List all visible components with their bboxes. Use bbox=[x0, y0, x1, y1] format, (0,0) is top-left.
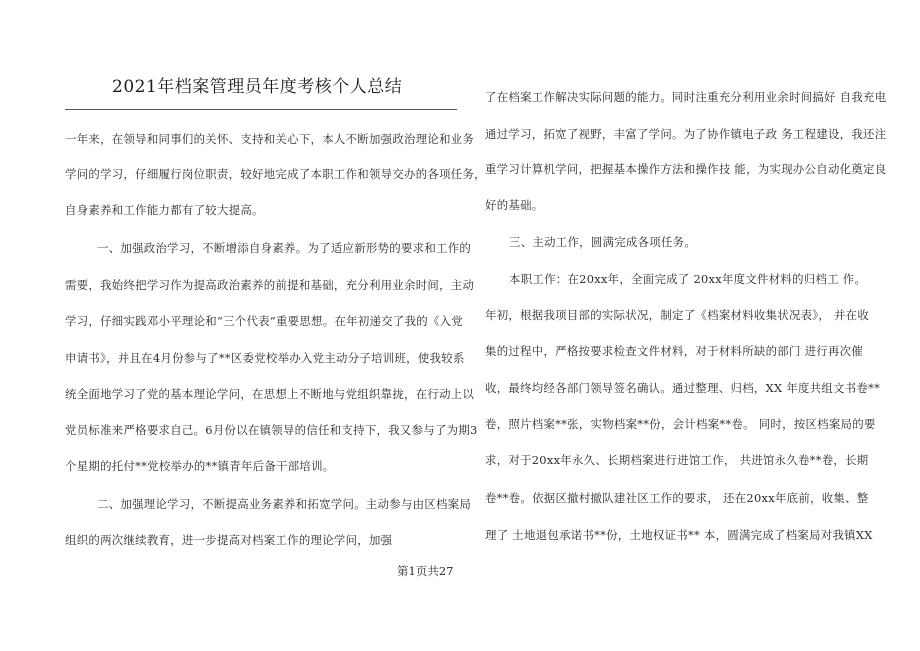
text-line: 学问的学习，仔细履行岗位职责，较好地完成了本职工作和领导交办的各项任务， bbox=[65, 167, 486, 181]
text-line: 学习，仔细实践邓小平理论和“三个代表”重要思想。在年初递交了我的《入党 bbox=[65, 314, 464, 328]
text-line: 党员标准来严格要求自己。6月份以在镇领导的信任和支持下，我又参与了为期3 bbox=[65, 423, 478, 437]
text-line: 个星期的托付**党校举办的**镇青年后备干部培训。 bbox=[65, 459, 335, 473]
text-line: 通过学习，拓宽了视野，丰富了学问。为了协作镇电子政 务工程建设，我还注 bbox=[485, 127, 887, 141]
text-line: 本职工作：在20xx年，全面完成了 20xx年度文件材料的归档工 作。 bbox=[509, 272, 867, 286]
text-line: 需要，我始终把学习作为提高政治素养的前提和基础，充分利用业余时间，主动 bbox=[65, 278, 475, 292]
text-line: 二、加强理论学习，不断提高业务素养和拓宽学问。主动参与由区档案局 bbox=[97, 497, 472, 511]
text-line: 年初，根据我项目部的实际状况，制定了《档案材料收集状况表》， 并在收 bbox=[485, 308, 870, 322]
text-line: 好的基础。 bbox=[485, 198, 544, 212]
text-line: 统全面地学习了党的基本理论学问，在思想上不断地与党组织靠拢，在行动上以 bbox=[65, 387, 475, 401]
text-line: 卷，照片档案**张，实物档案**份，会计档案**卷。 同时，按区档案局的要 bbox=[485, 417, 876, 431]
text-line: 自身素养和工作能力都有了较大提高。 bbox=[65, 203, 264, 217]
text-line: 了在档案工作解决实际问题的能力。同时注重充分利用业余时间搞好 自我充电 bbox=[485, 90, 887, 104]
text-line: 申请书》，并且在4月份参与了**区委党校举办入党主动分子培训班，使我较系 bbox=[65, 351, 465, 365]
text-line: 组织的两次继续教育，进一步提高对档案工作的理论学问，加强 bbox=[65, 533, 393, 547]
text-line: 卷**卷。依据区撤村撤队建社区工作的要求， 还在20xx年底前，收集、整 bbox=[485, 491, 869, 505]
text-line: 收，最终均经各部门领导签名确认。通过整理、归档，XX 年度共组文书卷** bbox=[485, 381, 881, 395]
text-line: 集的过程中，严格按要求检查文件材料，对于材料所缺的部门 进行再次催 bbox=[485, 344, 864, 358]
text-line: 一、加强政治学习，不断增添自身素养。为了适应新形势的要求和工作的 bbox=[97, 241, 472, 255]
page-title: 2021年档案管理员年度考核个人总结 bbox=[112, 77, 403, 97]
text-line: 一年来，在领导和同事们的关怀、支持和关心下，本人不断加强政治理论和业务 bbox=[65, 132, 475, 146]
text-line: 求，对于20xx年永久、长期档案进行进馆工作， 共进馆永久卷**卷，长期 bbox=[485, 453, 869, 467]
page-footer: 第1页共27 bbox=[397, 564, 454, 578]
text-line: 三、主动工作，圆满完成各项任务。 bbox=[509, 235, 697, 249]
text-line: 重学习计算机学问，把握基本操作方法和操作技 能，为实现办公自动化奠定良 bbox=[485, 162, 887, 176]
title-rule bbox=[65, 109, 457, 110]
text-line: 理了 土地退包承诺书**份，土地权证书** 本，圆满完成了档案局对我镇XX bbox=[485, 528, 873, 542]
